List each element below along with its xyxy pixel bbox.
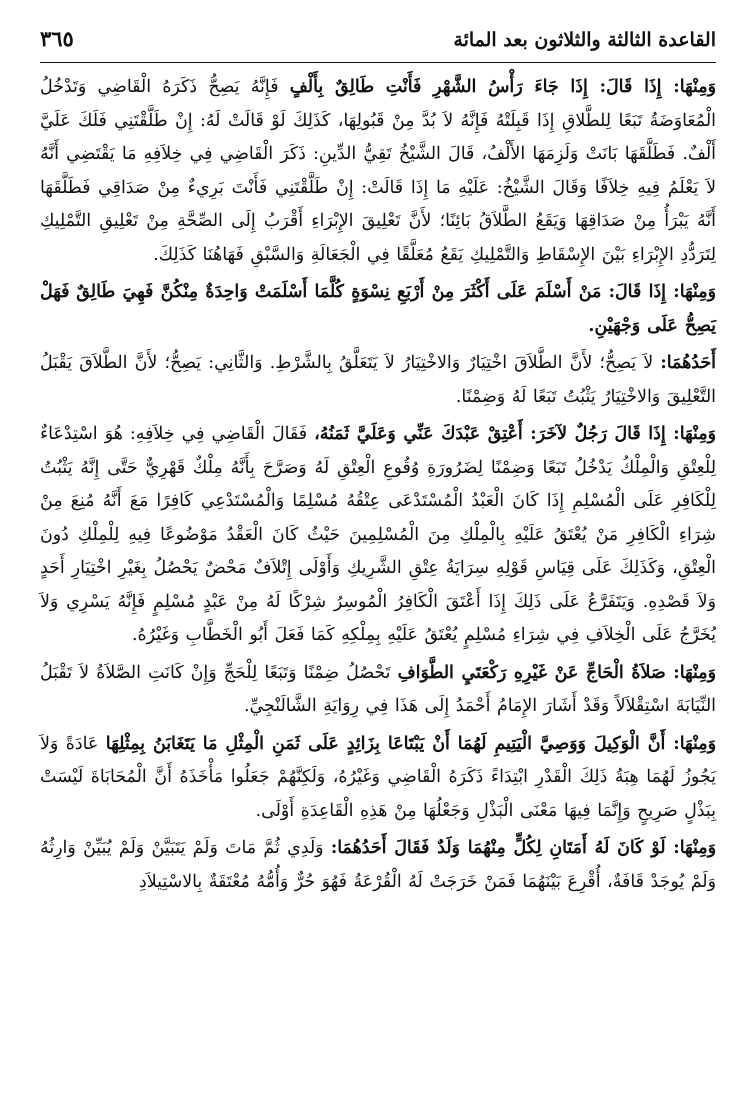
paragraph-text: فَقَالَ الْقَاضِي فِي خِلاَفِهِ: هُوَ اسْتِدْعَاءٌ لِلْعِتْقِ وَالْمِلْكُ يَدْخُلُ تَبَعًا وَضِمْنًا لِضَرُورَةِ وُقُوعِ الْعِتْقِ لَهُ وَصَرَّحَ بِأَنَّهُ مِلْكٌ قَهْرِيٌّ حَتَّى إِنَّهُ يَثْبُتُ لِلْكَافِرِ عَلَى الْمُسْلِمِ إِذَا كَانَ الْعَبْدُ الْمُسْتَدْعَى عِتْقُهُ مُسْلِمًا وَالْمُسْتَدْعِي كَافِرًا مَعَ أَنَّهُ مُنِعَ مِنْ شِرَاءِ الْكَافِرِ مَنْ يُعْتَقُ عَلَيْهِ بِالْمِلْكِ مِنَ الْمُسْلِمِينَ حَيْثُ كَانَ الْعَقْدُ مَوْضُوعًا فِيهِ لِلْمِلْكِ دُونَ الْعِتْقِ، وَكَذَلِكَ عَلَى قِيَاسِ قَوْلِهِ سِرَايَةُ عِتْقِ الشَّرِيكِ وَأَوْلَى إِتْلاَفٌ مَحْضٌ يَحْصُلُ بِغَيْرِ اخْتِيَارِ أَحَدٍ وَلاَ قَصْدِهِ. وَيَتَفَرَّعُ عَلَى ذَلِكَ إِذَا أَعْتَقَ الْكَافِرُ الْمُوسِرُ شِرْكًا لَهُ مِنْ عَبْدٍ مُسْلِمٍ فَإِنَّهُ يَسْرِي وَلاَ يُخَرَّجُ عَلَى الْخِلاَفِ فِي شِرَاءِ مُسْلِمٍ يُعْتَقُ عَلَيْهِ بِمِلْكِهِ كَمَا فَعَلَ أَبُو الْخَطَّابِ وَغَيْرُهُ. — [40, 424, 716, 645]
paragraph-text: عَادَةً وَلاَ يَجُوزُ لَهُمَا هِبَةُ ذَلِكَ الْقَدْرِ ابْتِدَاءً ذَكَرَهُ الْقَاضِي وَغَيْرُهُ، وَلَكِنَّهُمْ جَعَلُوا مَأْخَذَهُ أَنَّ الْمُحَابَاةَ لَيْسَتْ بِبَذْلٍ صَرِيحٍ وَإِنَّمَا فِيهَا مَعْنَى الْبَذْلِ وَجَعْلُهَا مِنْ هَذِهِ الْقَاعِدَةِ أَوْلَى. — [40, 733, 716, 821]
body-text — [40, 71, 716, 899]
paragraph-lead: وَمِنْهَا: صَلاَةُ الْحَاجِّ عَنْ غَيْرِهِ رَكْعَتَيِ الطَّوَافِ — [397, 662, 716, 683]
paragraph-lead: وَمِنْهَا: لَوْ كَانَ لَهُ أَمَتَانِ لِكُلٍّ مِنْهُمَا وَلَدٌ فَقَالَ أَحَدُهُمَا: — [330, 838, 717, 858]
page-number: ٣٦٥ — [40, 26, 74, 51]
paragraph-text: فَهَلْ يَصِحُّ عَلَى وَجْهَيْنِ. — [40, 282, 716, 336]
paragraph — [40, 728, 716, 829]
paragraph-lead: أَحَدُهُمَا: — [660, 353, 716, 373]
paragraph-text: لاَ يَصِحُّ؛ لأَنَّ الطَّلاَقَ اخْتِيَارٌ وَالاخْتِيَارُ لاَ يَتَعَلَّقُ بِالشَّرْطِ. وَالثَّانِي: يَصِحُّ؛ لأَنَّ الطَّلاَقَ يَقْبَلُ التَّعْلِيقَ وَالاخْتِيَارُ يَثْبُتُ تَبَعًا لَهُ وَضِمْنًا. — [40, 353, 716, 407]
paragraph-text: وَلَدِي ثُمَّ مَاتَ وَلَمْ يَتَبَيَّنْ وَلَمْ يُبَيِّنْ وَارِثُهُ وَلَمْ يُوجَدْ قَافَةٌ، أُقْرِعَ بَيْنَهُمَا فَمَنْ خَرَجَتْ لَهُ الْقُرْعَةُ فَهُوَ حُرٌّ وَأُمُّهُ مُعْتَقَةٌ بِالاسْتِيلاَدِ — [40, 838, 716, 892]
paragraph — [40, 276, 716, 343]
paragraph — [40, 657, 716, 724]
paragraph-lead: وَمِنْهَا: أَنَّ الْوَكِيلَ وَوَصِيَّ الْيَتِيمِ لَهُمَا أَنْ يَبْتَاعَا بِزَائِدٍ عَلَى ثَمَنِ الْمِثْلِ مَا يَتَغَابَنُ بِمِثْلِهَا — [105, 733, 716, 754]
running-title: القاعدة الثالثة والثلاثون بعد المائة — [453, 29, 716, 51]
paragraph — [40, 418, 716, 653]
paragraph-lead: وَمِنْهَا: إِذَا قَالَ رَجُلٌ لآخَرَ: أَعْتِقْ عَبْدَكَ عَنِّي وَعَلَيَّ ثَمَنُهُ، — [314, 424, 716, 444]
paragraph-text: فَإِنَّهُ يَصِحُّ ذَكَرَهُ الْقَاضِي وَتَدْخُلُ الْمُعَاوَضَةُ تَبَعًا لِلطَّلاقِ إِذَا قَبِلَتْهُ فَإِنَّهُ لاَ بُدَّ مِنْ قَبُولِهَا، كَذَلِكَ لَوْ قَالَتْ لَهُ: إِنْ طَلَّقْتَنِي فَلَكَ عَلَيَّ أَلْفٌ. فَطَلَّقَهَا بَانَتْ وَلَزِمَهَا الأَلْفُ، قَالَ الشَّيْخُ تَقِيُّ الدِّينِ: ذَكَرَ الْقَاضِي فِي خِلاَفِهِ مَا يَقْتَضِي أَنَّهُ لاَ يَعْلَمُ فِيهِ خِلاَفًا وَقَالَ الشَّيْخُ: عَلَيْهِ مَا إِذَا قَالَتْ: إِنْ طَلَّقْتَنِي فَأَنْتَ بَرِيءٌ مِنْ صَدَاقِي فَطَلَّقَهَا أَنَّهُ يَبْرَأُ مِنْ صَدَاقِهَا وَيَقَعُ الطَّلاَقُ بَائِنًا؛ لأَنَّ تَعْلِيقَ الإِبْرَاءِ أَقْرَبُ إِلَى الصِّحَّةِ مِنْ تَعْلِيقِ التَّمْلِيكِ لِتَرَدُّدِ الإِبْرَاءِ بَيْنَ الإِسْقَاطِ وَالتَّمْلِيكِ يَقَعُ مُعَلَّقًا فِي الْجَعَالَةِ وَالسَّبْقِ فَهَاهُنَا كَذَلِكَ. — [40, 77, 716, 265]
paragraph-lead: وَمِنْهَا: إِذَا قَالَ: مَنْ أَسْلَمَ عَلَى أَكْثَرَ مِنْ أَرْبَعِ نِسْوَةٍ كُلَّمَا أَسْلَمَتْ وَاحِدَةٌ مِنْكُنَّ فَهِيَ طَالِقٌ — [76, 282, 717, 302]
page-header — [40, 26, 716, 60]
paragraph-lead: وَمِنْهَا: إِذَا قَالَ: إِذَا جَاءَ رَأْسُ الشَّهْرِ فَأَنْتِ طَالِقٌ بِأَلْفٍ — [289, 77, 716, 97]
paragraph — [40, 347, 716, 414]
paragraph — [40, 832, 716, 899]
paragraph-text: تَحْصُلُ ضِمْنًا وَتَبَعًا لِلْحَجِّ وَإِنْ كَانَتِ الصَّلاَةُ لاَ تَقْبَلُ النِّيَابَةَ اسْتِقْلاَلاً وَقَدْ أَشَارَ الإِمَامُ أَحْمَدُ إِلَى هَذَا فِي رِوَايَةِ الشَّالَنْجِيِّ. — [40, 662, 716, 716]
header-rule — [40, 62, 716, 63]
paragraph — [40, 71, 716, 272]
document-page — [40, 26, 716, 903]
